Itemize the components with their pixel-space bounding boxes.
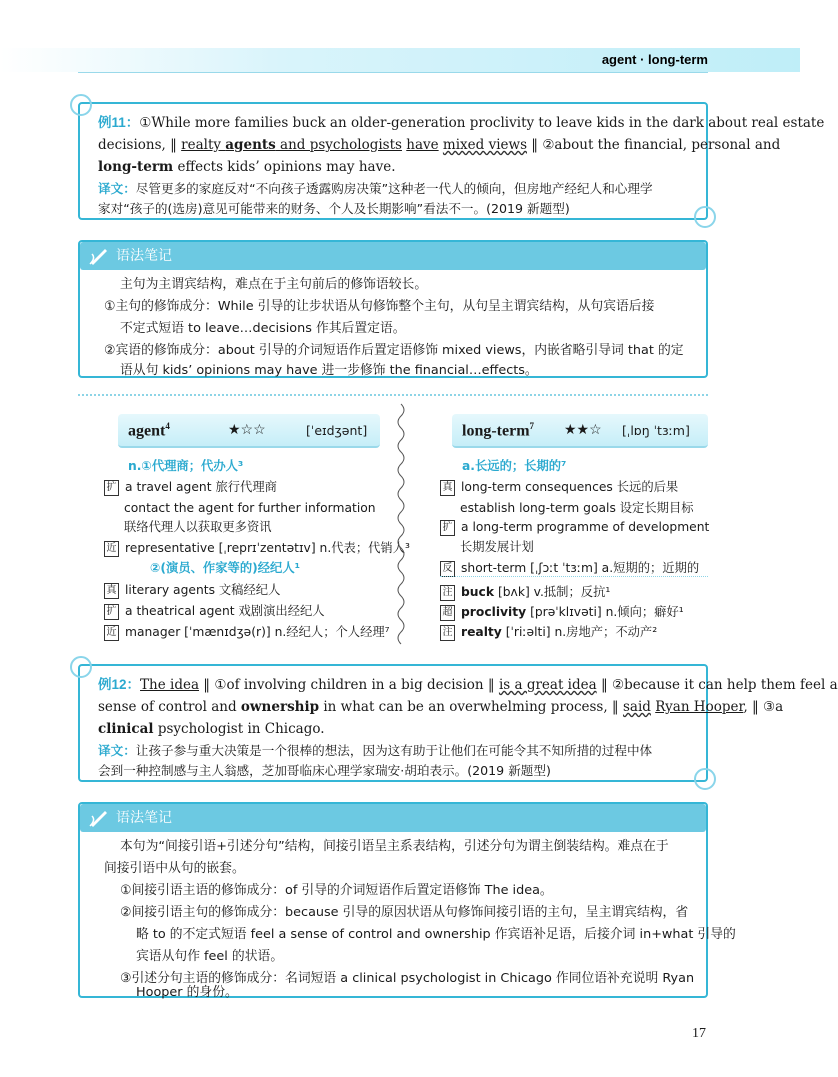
example-11-translation-1: 译文：尽管更多的家庭反对“不向孩子透露购房决策”这种老一代人的倾向，但房地产经纪人和心理学	[98, 181, 653, 196]
divider-dots-top	[78, 394, 708, 396]
translation-label: 译文：	[98, 182, 136, 196]
list-item: 真 long-term consequences 长远的后果	[440, 477, 678, 497]
notes-divider	[440, 576, 708, 577]
agent-word-header	[118, 414, 380, 448]
example-11-line-1: 例11：①While more families buck an older-generation proclivity to leave kids in the dark about real estate	[98, 115, 825, 131]
pen-icon	[88, 244, 110, 266]
list-item: 扩 a long-term programme of development	[440, 517, 709, 537]
example-12-line-2: sense of control and ownership in what can be an overwhelming process, ‖ said Ryan Hooper, ‖ ③a	[98, 699, 784, 715]
page-number: 17	[692, 1026, 706, 1041]
grammar-note-title: 语法笔记	[116, 810, 172, 826]
example-12-label: 例12：	[98, 677, 141, 692]
example-12-box	[78, 664, 838, 782]
note-item-buck: 注 buck [bʌk] v.抵制；反抗¹	[440, 582, 610, 602]
example-11-line-3: long-term effects kids’ opinions may have.	[98, 159, 396, 175]
grammar-note-2: 语法笔记 本句为“间接引语+引述分句”结构，间接引语呈主系表结构，引述分句为谓主倒装结构。难点在于 间接引语中从句的嵌套。 ①间接引语主语的修饰成分：of 引导的介词短语作后置定语修饰 The idea。 ②间接引语主句的修饰成分：because 引导的原因状语从句修饰间接引语的主句，呈主谓宾结构，省 略 to 的不定式短语 feel a sense of control and ownership 作宾语补足语，后接介词 in+what 引导的 宾语从句作 feel 的状语。 ③引述分句主语的修饰成分：名词短语 a clinical psychologist in Chicago 作同位语补充说明 Ryan Hooper 的身份。	[78, 802, 708, 998]
column-divider	[394, 404, 408, 644]
agent-stars: ★☆☆	[228, 422, 266, 438]
list-item: 近 manager [ˈmænɪdʒə(r)] n.经纪人；个人经理⁷	[104, 622, 390, 642]
note-item-proclivity: 超 proclivity [prəˈklɪvəti] n.倾向；癖好¹	[440, 602, 684, 622]
long-term-word-header	[452, 414, 708, 448]
agent-ipa: [ˈeɪdʒənt]	[306, 423, 368, 438]
long-term-stars: ★★☆	[564, 422, 602, 438]
list-item: 反 short-term [ˌʃɔːt ˈtɜːm] a.短期的；近期的	[440, 558, 699, 578]
grammar-note-2-tab	[80, 804, 706, 832]
note-item-realty: 注 realty [ˈriːəlti] n.房地产；不动产²	[440, 622, 657, 642]
example-12-line-1: 例12：The idea ‖ ①of involving children in a big decision ‖ is a great idea ‖ ②because it can help them feel a	[98, 677, 838, 693]
long-term-ipa: [ˌlɒŋ ˈtɜːm]	[622, 423, 690, 438]
example-12-translation-1: 译文：让孩子参与重大决策是一个很棒的想法，因为这有助于让他们在可能令其不知所措的过程中体	[98, 743, 653, 758]
example-12-translation-2: 会到一种控制感与主人翁感，芝加哥临床心理学家瑞安·胡珀表示。(2019 新题型)	[98, 763, 551, 778]
example-11-translation-2: 家对“孩子的(选房)意见可能带来的财务、个人及长期影响”看法不一。(2019 新题型)	[98, 201, 570, 216]
running-header: agent · long-term	[601, 52, 708, 67]
agent-word: agent$^4$	[128, 421, 170, 440]
list-item: 扩 a travel agent 旅行代理商	[104, 477, 277, 497]
list-item: 真 literary agents 文稿经纪人	[104, 580, 280, 600]
list-item: 近 representative [ˌreprɪˈzentətɪv] n.代表；代销人³	[104, 538, 410, 558]
grammar-note-1: 语法笔记 主句为主谓宾结构，难点在于主句前后的修饰语较长。 ①主句的修饰成分：While 引导的让步状语从句修饰整个主句，从句呈主谓宾结构，从句宾语后接 不定式短语 to leave…decisions 作其后置定语。 ②宾语的修饰成分：about 引导的介词短语作后置定语修饰 mixed views，内嵌省略引导词 that 的定 语从句 kids’ opinions may have 进一步修饰 the financial…effects。	[78, 240, 708, 378]
list-item: 扩 a theatrical agent 戏剧演出经纪人	[104, 601, 325, 621]
example-11-line-2: decisions, ‖ realty agents and psychologists have mixed views ‖ ②about the financial, personal and	[98, 137, 781, 153]
grammar-note-title: 语法笔记	[116, 248, 172, 264]
grammar-note-1-tab	[80, 242, 706, 270]
header-rule	[78, 72, 708, 73]
example-11-box	[78, 102, 825, 220]
example-12-line-3: clinical psychologist in Chicago.	[98, 721, 325, 737]
long-term-word: long-term$^7$	[462, 421, 535, 440]
pen-icon	[88, 806, 110, 828]
example-11-label: 例11：	[98, 115, 140, 130]
